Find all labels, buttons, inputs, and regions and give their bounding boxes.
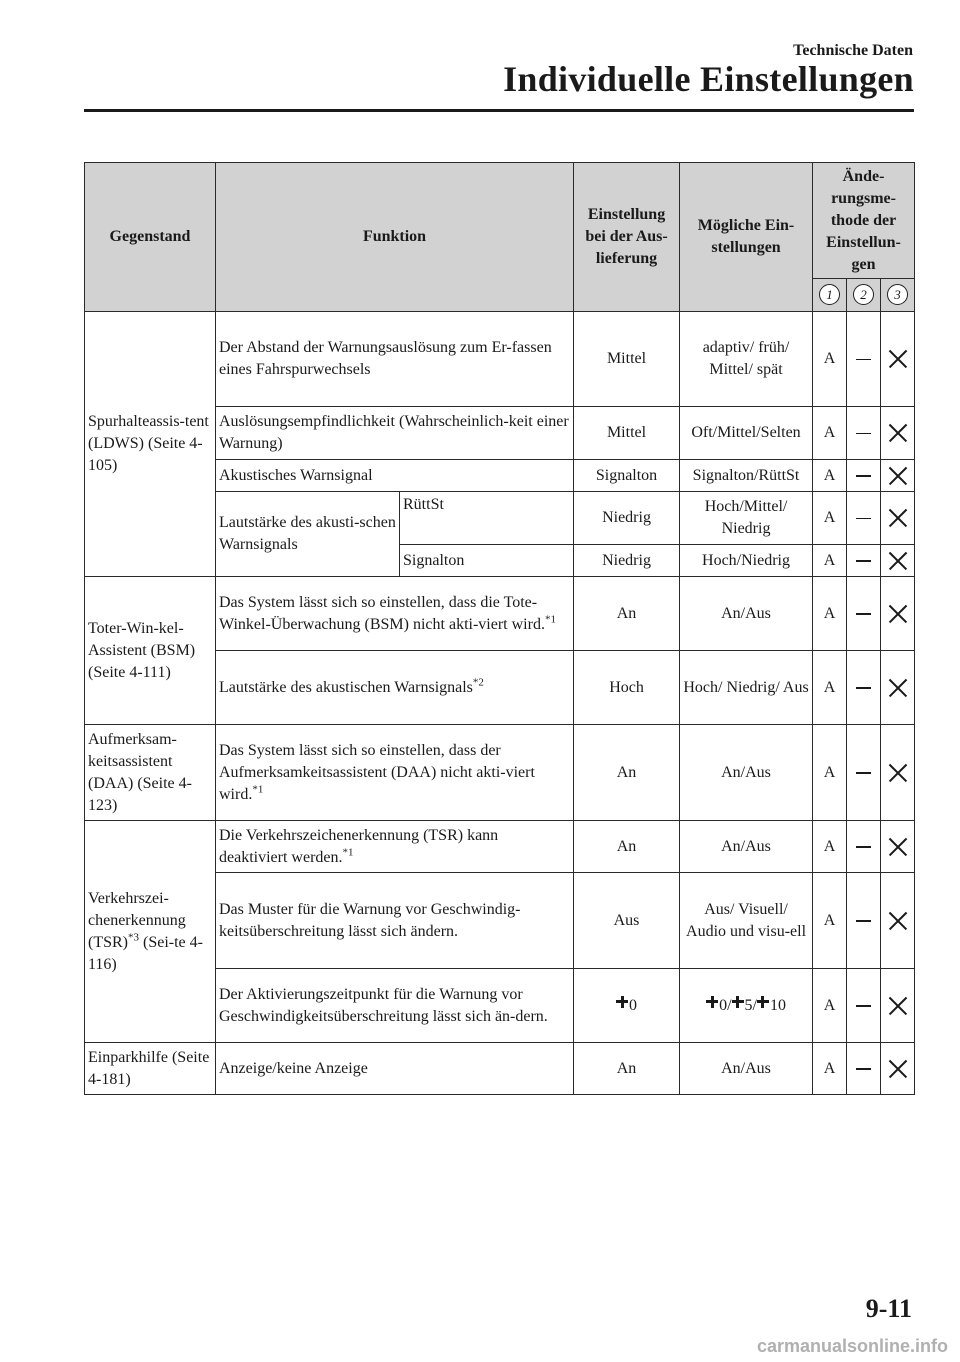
method-3-mark	[881, 873, 915, 969]
cross-icon	[888, 996, 908, 1016]
method-2-mark	[847, 821, 881, 873]
method-1-mark: A	[813, 1043, 847, 1095]
method-1-mark: A	[813, 312, 847, 407]
method-3-mark	[881, 407, 915, 460]
footnote-mark: *3	[128, 931, 139, 944]
header-einstellung: Einstellung bei der Aus-lieferung	[574, 163, 680, 312]
function-text: Auslösungsempfindlichkeit (Wahrscheinlich-keit einer Warnung)	[216, 407, 574, 460]
method-2-badge: 2	[853, 284, 874, 305]
cross-icon	[888, 604, 908, 624]
default-value: Mittel	[574, 407, 680, 460]
cross-icon	[888, 1059, 908, 1079]
plus-icon	[757, 996, 769, 1008]
dash-icon	[856, 475, 871, 477]
method-1-mark: A	[813, 460, 847, 492]
default-value: An	[574, 577, 680, 651]
default-value: Mittel	[574, 312, 680, 407]
options-value: An/Aus	[680, 577, 813, 651]
method-3-mark	[881, 821, 915, 873]
default-value: Signalton	[574, 460, 680, 492]
method-1-mark: A	[813, 492, 847, 545]
cross-icon	[888, 508, 908, 528]
options-value: Oft/Mittel/Selten	[680, 407, 813, 460]
item-bsm: Toter-Win-kel-Assistent (BSM) (Seite 4-111)	[85, 577, 216, 725]
method-2-mark	[847, 460, 881, 492]
dash-icon	[856, 433, 871, 435]
cross-icon	[888, 466, 908, 486]
method-3-mark	[881, 492, 915, 545]
item-daa: Aufmerksam-keitsassistent (DAA) (Seite 4-123)	[85, 725, 216, 821]
default-value: An	[574, 1043, 680, 1095]
cross-icon	[888, 423, 908, 443]
function-subtext: Signalton	[400, 545, 574, 577]
method-3-badge: 3	[887, 284, 908, 305]
option-text: 10	[769, 996, 786, 1014]
method-2-mark	[847, 651, 881, 725]
method-1-mark: A	[813, 545, 847, 577]
option-text: 5/	[744, 996, 757, 1014]
default-value-text: 0	[629, 996, 638, 1014]
item-tsr-ref: (Sei-te 4-116)	[88, 933, 203, 973]
plus-icon	[706, 996, 718, 1008]
method-2-mark	[847, 312, 881, 407]
dash-icon	[856, 359, 871, 361]
cross-icon	[888, 349, 908, 369]
cross-icon	[888, 763, 908, 783]
page-number: 9-11	[865, 1294, 912, 1323]
function-text	[216, 577, 574, 651]
function-text-body: Die Verkehrszeichenerkennung (TSR) kann deaktiviert werden.	[219, 826, 499, 866]
header-aenderung: Ände-rungsme-thode der Einstellun-gen	[813, 163, 915, 279]
method-2-mark	[847, 969, 881, 1043]
method-3-mark	[881, 545, 915, 577]
options-value: Signalton/RüttSt	[680, 460, 813, 492]
default-value: An	[574, 725, 680, 821]
method-3-mark	[881, 312, 915, 407]
section-title: Technische Daten	[793, 42, 913, 59]
method-2-mark	[847, 873, 881, 969]
method-3-mark	[881, 460, 915, 492]
function-text: Anzeige/keine Anzeige	[216, 1043, 574, 1095]
function-text: Das Muster für die Warnung vor Geschwindig-keitsüberschreitung lässt sich ändern.	[216, 873, 574, 969]
dash-icon	[856, 1005, 871, 1007]
options-value: adaptiv/ früh/ Mittel/ spät	[680, 312, 813, 407]
method-2-mark	[847, 492, 881, 545]
dash-icon	[856, 772, 871, 774]
function-text-body: Das System lässt sich so einstellen, dass die Tote-Winkel-Überwachung (BSM) nicht akti-viert wird.	[219, 593, 545, 633]
settings-table	[84, 162, 915, 1095]
dash-icon	[856, 1068, 871, 1070]
function-text-body: Das System lässt sich so einstellen, dass der Aufmerksamkeitsassistent (DAA) nicht akti-viert wird.	[219, 741, 535, 803]
footnote-mark: *1	[252, 783, 264, 796]
method-1-mark: A	[813, 407, 847, 460]
function-text: Der Abstand der Warnungsauslösung zum Er-fassen eines Fahrspurwechsels	[216, 312, 574, 407]
method-3-mark	[881, 1043, 915, 1095]
footnote-mark: *2	[472, 676, 484, 689]
header-moegliche: Mögliche Ein-stellungen	[680, 163, 813, 312]
default-value: An	[574, 821, 680, 873]
cross-icon	[888, 551, 908, 571]
function-text: Der Aktivierungszeitpunkt für die Warnung vor Geschwindigkeitsüberschreitung lässt sich än-dern.	[216, 969, 574, 1043]
options-value: An/Aus	[680, 1043, 813, 1095]
item-park: Einparkhilfe (Seite 4-181)	[85, 1043, 216, 1095]
method-1-mark: A	[813, 651, 847, 725]
method-1-mark: A	[813, 577, 847, 651]
default-value: Hoch	[574, 651, 680, 725]
method-2-mark	[847, 577, 881, 651]
method-1-mark: A	[813, 725, 847, 821]
method-3-mark	[881, 725, 915, 821]
options-value: An/Aus	[680, 725, 813, 821]
function-text	[216, 725, 574, 821]
method-2-header	[847, 279, 881, 312]
header-funktion: Funktion	[216, 163, 574, 312]
header-gegenstand: Gegenstand	[85, 163, 216, 312]
default-value	[574, 969, 680, 1043]
page-title: Individuelle Einstellungen	[503, 59, 914, 99]
default-value: Niedrig	[574, 545, 680, 577]
plus-icon	[616, 996, 628, 1008]
options-value: Aus/ Visuell/ Audio und visu-ell	[680, 873, 813, 969]
plus-icon	[732, 996, 744, 1008]
dash-icon	[856, 687, 871, 689]
function-subtext: RüttSt	[400, 492, 574, 545]
method-2-mark	[847, 725, 881, 821]
item-tsr-text: Verkehrszei-chenerkennung (TSR)	[88, 889, 186, 951]
default-value: Aus	[574, 873, 680, 969]
method-2-mark	[847, 545, 881, 577]
options-value: Hoch/ Niedrig/ Aus	[680, 651, 813, 725]
dash-icon	[856, 613, 871, 615]
method-3-mark	[881, 651, 915, 725]
cross-icon	[888, 678, 908, 698]
watermark: carmanualsonline.info	[756, 1336, 948, 1356]
dash-icon	[856, 920, 871, 922]
function-text: Akustisches Warnsignal	[216, 460, 574, 492]
cross-icon	[888, 911, 908, 931]
header-rule	[84, 109, 914, 112]
dash-icon	[856, 518, 871, 520]
method-3-header	[881, 279, 915, 312]
method-2-mark	[847, 1043, 881, 1095]
options-value	[680, 969, 813, 1043]
item-ldws: Spurhalteassis-tent (LDWS) (Seite 4-105)	[85, 312, 216, 577]
function-text	[216, 651, 574, 725]
option-text: 0/	[719, 996, 732, 1014]
dash-icon	[856, 560, 871, 562]
function-text	[216, 821, 574, 873]
method-3-mark	[881, 577, 915, 651]
method-1-mark: A	[813, 873, 847, 969]
footnote-mark: *1	[544, 613, 556, 626]
method-1-badge: 1	[819, 284, 840, 305]
dash-icon	[856, 846, 871, 848]
options-value: Hoch/Mittel/ Niedrig	[680, 492, 813, 545]
default-value: Niedrig	[574, 492, 680, 545]
function-text-body: Lautstärke des akustischen Warnsignals	[219, 678, 473, 696]
method-1-mark: A	[813, 821, 847, 873]
method-2-mark	[847, 407, 881, 460]
cross-icon	[888, 837, 908, 857]
method-3-mark	[881, 969, 915, 1043]
options-value: Hoch/Niedrig	[680, 545, 813, 577]
options-value: An/Aus	[680, 821, 813, 873]
method-1-mark: A	[813, 969, 847, 1043]
footnote-mark: *1	[342, 846, 354, 859]
item-tsr	[85, 821, 216, 1043]
function-text: Lautstärke des akusti-schen Warnsignals	[216, 492, 400, 577]
method-1-header	[813, 279, 847, 312]
